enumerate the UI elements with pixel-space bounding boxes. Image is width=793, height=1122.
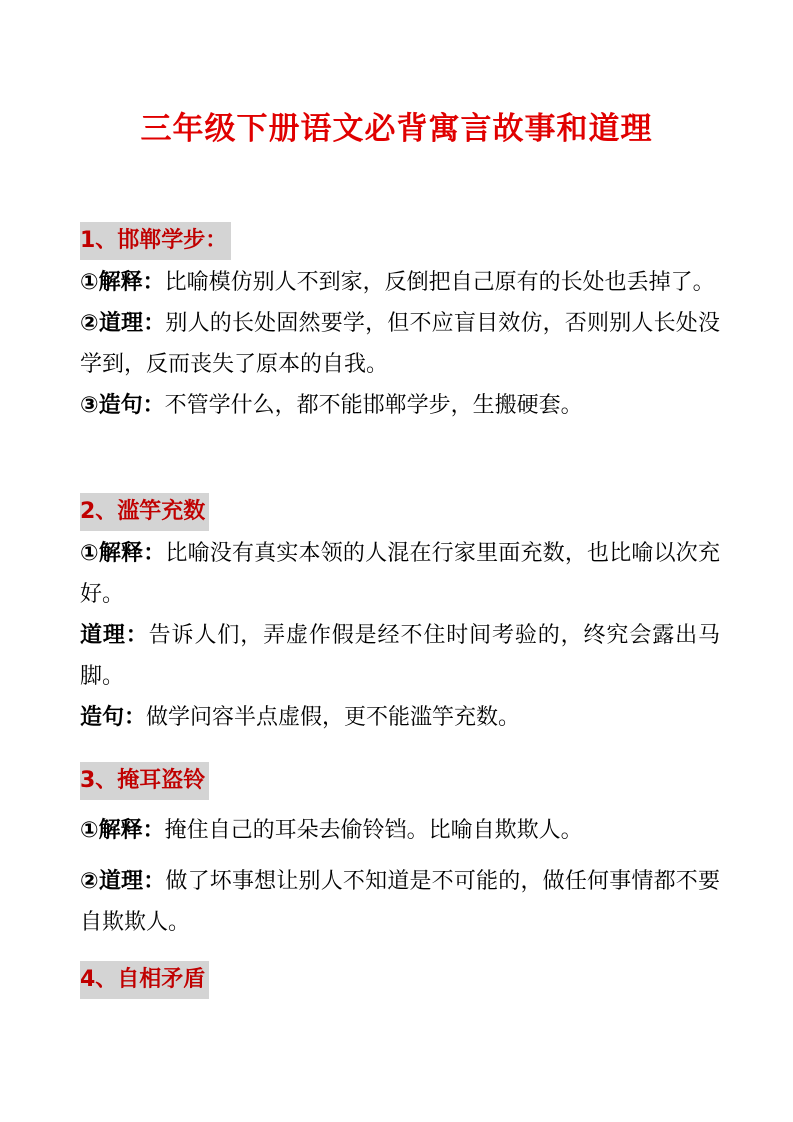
section-heading: 3、掩耳盗铃: [80, 762, 209, 800]
section-heading: 1、邯郸学步：: [80, 222, 231, 260]
item-text: 告诉人们，弄虚作假是经不住时间考验的，终究会露出马脚。: [80, 623, 720, 689]
reason-paragraph: [80, 861, 720, 943]
example-paragraph: [80, 385, 720, 426]
item-label: ①解释：: [80, 818, 165, 843]
explanation-paragraph: [80, 533, 720, 615]
item-label: ①解释：: [80, 541, 166, 566]
item-label: ①解释：: [80, 270, 165, 295]
section-4: [80, 961, 720, 999]
item-text: 别人的长处固然要学，但不应盲目效仿，否则别人长处没学到，反而丧失了原本的自我。: [80, 311, 720, 377]
section-heading: 2、滥竽充数: [80, 493, 209, 531]
item-label: ②道理：: [80, 869, 166, 894]
item-text: 比喻没有真实本领的人混在行家里面充数，也比喻以次充好。: [80, 541, 720, 607]
item-label: ③造句：: [80, 393, 165, 418]
explanation-paragraph: [80, 262, 720, 303]
section-heading: 4、自相矛盾: [80, 961, 209, 999]
item-text: 做了坏事想让别人不知道是不可能的，做任何事情都不要自欺欺人。: [80, 869, 720, 935]
explanation-paragraph: [80, 810, 720, 851]
item-text: 不管学什么，都不能邯郸学步，生搬硬套。: [164, 393, 583, 418]
item-text: 做学问容半点虚假，更不能滥竽充数。: [146, 705, 521, 730]
item-label: 造句：: [80, 705, 147, 730]
reason-paragraph: [80, 615, 720, 697]
item-text: 比喻模仿别人不到家，反倒把自己原有的长处也丢掉了。: [164, 270, 715, 295]
page-title: 三年级下册语文必背寓言故事和道理: [140, 111, 653, 147]
reason-paragraph: [80, 303, 720, 385]
example-paragraph: [80, 697, 720, 738]
item-text: 掩住自己的耳朵去偷铃铛。比喻自欺欺人。: [164, 818, 583, 843]
section-2: [80, 493, 720, 738]
section-1: [80, 222, 720, 426]
item-label: ②道理：: [80, 311, 166, 336]
item-label: 道理：: [80, 623, 149, 648]
section-3: [80, 762, 720, 943]
